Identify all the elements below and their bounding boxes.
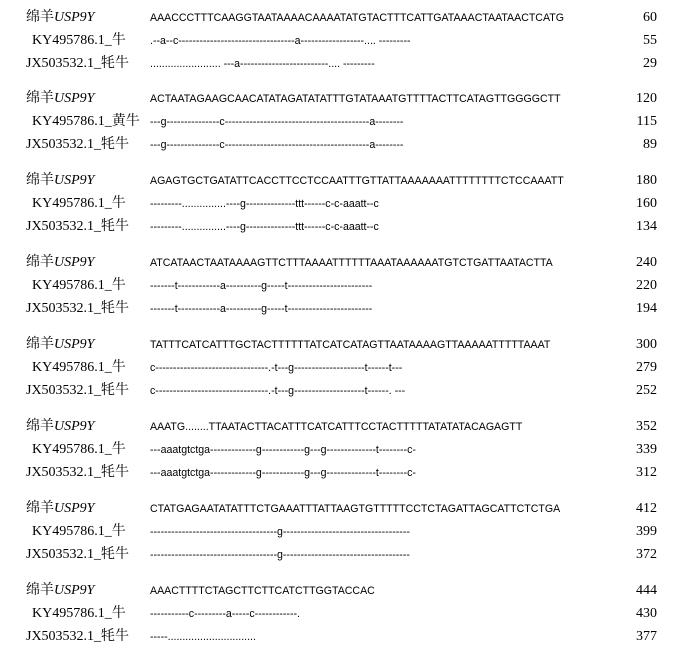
sequence-text: .--a--c---------------------------------a------------------.... --------- <box>150 35 411 47</box>
sequence-text: c--------------------------------.-t---g--------------------t------. --- <box>150 385 406 397</box>
alignment-row <box>0 417 687 437</box>
sequence-name-text: KY495786.1_黄牛 <box>32 114 140 129</box>
sequence-name <box>26 499 94 519</box>
alignment-row <box>0 276 687 296</box>
position-number: 180 <box>636 173 657 188</box>
alignment-row <box>0 135 687 155</box>
alignment-row <box>0 299 687 319</box>
alignment-row <box>0 335 687 355</box>
sequence-name <box>32 440 126 460</box>
gene-name: USP9Y <box>54 501 95 516</box>
position-number: 430 <box>636 606 657 621</box>
sequence-text: -------t------------a----------g-----t------------------------ <box>150 303 373 315</box>
alignment-row <box>0 171 687 191</box>
sequence-name <box>32 31 126 51</box>
alignment-row <box>0 194 687 214</box>
alignment-row <box>0 358 687 378</box>
sequence-name <box>26 463 129 483</box>
sequence-name-text: 绵羊 <box>26 255 54 270</box>
position-number: 60 <box>643 10 657 25</box>
sequence-text: ---aaatgtctga-------------g------------g---g--------------t--------c- <box>150 444 416 456</box>
sequence-name-text: 绵羊 <box>26 91 54 106</box>
position-number: 352 <box>636 419 657 434</box>
sequence-name <box>32 194 126 214</box>
sequence-name-text: KY495786.1_牛 <box>32 360 126 375</box>
position-number: 377 <box>636 629 657 644</box>
sequence-text: AAATG........TTAATACTTACATTTCATCATTTCCTACTTTTTATATATACAGAGTT <box>150 421 523 433</box>
sequence-text: ------------------------------------g------------------------------------ <box>150 526 410 538</box>
position-number: 339 <box>636 442 657 457</box>
alignment-row <box>0 581 687 601</box>
position-number: 240 <box>636 255 657 270</box>
position-number: 134 <box>636 219 657 234</box>
sequence-name <box>32 358 126 378</box>
alignment-row <box>0 499 687 519</box>
sequence-name-text: KY495786.1_牛 <box>32 524 126 539</box>
sequence-name-text: KY495786.1_牛 <box>32 33 126 48</box>
sequence-text: ---------...............----g--------------ttt------c-c-aaatt--c <box>150 221 379 233</box>
sequence-name-text: JX503532.1_牦牛 <box>26 56 130 71</box>
sequence-name-text: JX503532.1_牦牛 <box>26 629 130 644</box>
sequence-text: c--------------------------------.-t---g--------------------t------t--- <box>150 362 403 374</box>
sequence-text: TATTTCATCATTTGCTACTTTTTTATCATCATAGTTAATAAAAGTTAAAAATTTTTAAAT <box>150 339 551 351</box>
sequence-name-text: JX503532.1_牦牛 <box>26 383 130 398</box>
sequence-name <box>26 253 94 273</box>
alignment-row <box>0 440 687 460</box>
sequence-text: ------------------------------------g------------------------------------ <box>150 549 410 561</box>
sequence-text: ---g---------------c-----------------------------------------a-------- <box>150 139 404 151</box>
sequence-name <box>26 545 129 565</box>
alignment-row <box>0 522 687 542</box>
position-number: 372 <box>636 547 657 562</box>
sequence-text: -----------c---------a-----c------------. <box>150 608 300 620</box>
position-number: 55 <box>643 33 657 48</box>
alignment-row <box>0 54 687 74</box>
gene-name: USP9Y <box>54 337 95 352</box>
position-number: 312 <box>636 465 657 480</box>
sequence-text: ACTAATAGAAGCAACATATAGATATATTTGTATAAATGTTTTACTTCATAGTTGGGGCTT <box>150 93 561 105</box>
sequence-name-text: KY495786.1_牛 <box>32 196 126 211</box>
sequence-text: ATCATAACTAATAAAAGTTCTTTAAAATTTTTTAAATAAAAAATGTCTGATTAATACTTA <box>150 257 553 269</box>
sequence-name-text: JX503532.1_牦牛 <box>26 547 130 562</box>
sequence-name <box>32 112 140 132</box>
alignment-row <box>0 604 687 624</box>
sequence-text: AAACTTTTCTAGCTTCTTCATCTTGGTACCAC <box>150 585 375 597</box>
gene-name: USP9Y <box>54 173 95 188</box>
sequence-name-text: 绵羊 <box>26 501 54 516</box>
alignment-row <box>0 217 687 237</box>
alignment-row <box>0 89 687 109</box>
sequence-name <box>26 627 129 647</box>
gene-name: USP9Y <box>54 419 95 434</box>
sequence-name <box>32 604 126 624</box>
alignment-row <box>0 31 687 51</box>
sequence-name <box>26 89 94 109</box>
sequence-name <box>26 217 129 237</box>
sequence-name-text: 绵羊 <box>26 173 54 188</box>
position-number: 89 <box>643 137 657 152</box>
sequence-text: CTATGAGAATATATTTCTGAAATTTATTAAGTGTTTTTCCTCTAGATTAGCATTCTCTGA <box>150 503 561 515</box>
position-number: 279 <box>636 360 657 375</box>
position-number: 412 <box>636 501 657 516</box>
sequence-text: -----.............................. <box>150 631 256 643</box>
sequence-text: ---g---------------c-----------------------------------------a-------- <box>150 116 404 128</box>
sequence-name <box>32 522 126 542</box>
position-number: 160 <box>636 196 657 211</box>
sequence-name-text: JX503532.1_牦牛 <box>26 465 130 480</box>
sequence-text: ---aaatgtctga-------------g------------g---g--------------t--------c- <box>150 467 416 479</box>
sequence-name-text: JX503532.1_牦牛 <box>26 137 130 152</box>
sequence-name <box>26 54 129 74</box>
sequence-name <box>26 8 94 28</box>
position-number: 399 <box>636 524 657 539</box>
sequence-name <box>26 581 94 601</box>
sequence-name-text: 绵羊 <box>26 337 54 352</box>
sequence-name <box>26 171 94 191</box>
sequence-name-text: KY495786.1_牛 <box>32 278 126 293</box>
alignment-row <box>0 627 687 647</box>
sequence-name-text: JX503532.1_牦牛 <box>26 219 130 234</box>
sequence-text: AAACCCTTTCAAGGTAATAAAACAAAATATGTACTTTCATTGATAAACTAATAACTCATG <box>150 12 564 24</box>
sequence-name <box>26 335 94 355</box>
alignment-row <box>0 112 687 132</box>
sequence-name-text: 绵羊 <box>26 419 54 434</box>
sequence-text: ........................ ---a-------------------------.... --------- <box>150 58 375 70</box>
position-number: 220 <box>636 278 657 293</box>
gene-name: USP9Y <box>54 583 95 598</box>
sequence-name <box>26 381 129 401</box>
position-number: 115 <box>636 114 657 129</box>
sequence-name-text: KY495786.1_牛 <box>32 606 126 621</box>
alignment-row <box>0 381 687 401</box>
position-number: 29 <box>643 56 657 71</box>
position-number: 194 <box>636 301 657 316</box>
position-number: 300 <box>636 337 657 352</box>
sequence-text: ---------...............----g--------------ttt------c-c-aaatt--c <box>150 198 379 210</box>
alignment-row <box>0 545 687 565</box>
position-number: 120 <box>636 91 657 106</box>
position-number: 444 <box>636 583 657 598</box>
alignment-row <box>0 253 687 273</box>
sequence-name <box>26 299 129 319</box>
alignment-row <box>0 8 687 28</box>
position-number: 252 <box>636 383 657 398</box>
sequence-name <box>32 276 126 296</box>
sequence-name <box>26 135 129 155</box>
sequence-name <box>26 417 94 437</box>
gene-name: USP9Y <box>54 255 95 270</box>
sequence-name-text: 绵羊 <box>26 583 54 598</box>
alignment-row <box>0 463 687 483</box>
sequence-name-text: 绵羊 <box>26 10 54 25</box>
sequence-name-text: JX503532.1_牦牛 <box>26 301 130 316</box>
sequence-name-text: KY495786.1_牛 <box>32 442 126 457</box>
sequence-text: -------t------------a----------g-----t------------------------ <box>150 280 373 292</box>
sequence-text: AGAGTGCTGATATTCACCTTCCTCCAATTTGTTATTAAAAAAATTTTTTTTCTCCAAATT <box>150 175 564 187</box>
gene-name: USP9Y <box>54 10 95 25</box>
gene-name: USP9Y <box>54 91 95 106</box>
